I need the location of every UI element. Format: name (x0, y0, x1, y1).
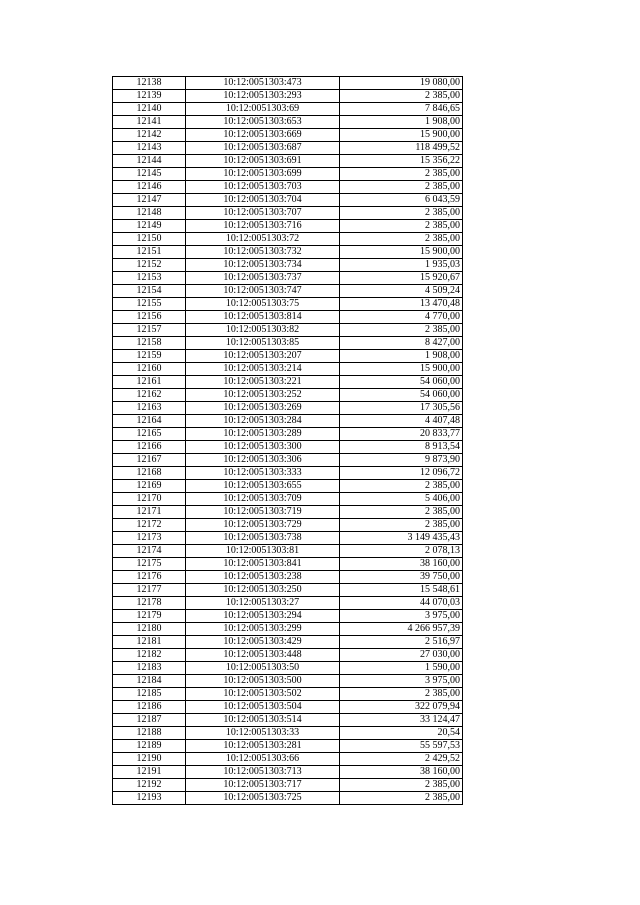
value-cell: 7 846,65 (340, 103, 463, 116)
cadastral-number-cell: 10:12:0051303:299 (186, 623, 340, 636)
row-number-cell: 12151 (113, 246, 186, 259)
table-row (113, 259, 463, 272)
value-cell: 2 385,00 (340, 324, 463, 337)
value-cell: 2 385,00 (340, 90, 463, 103)
table-row (113, 428, 463, 441)
table-row (113, 194, 463, 207)
row-number-cell: 12182 (113, 649, 186, 662)
value-cell: 17 305,56 (340, 402, 463, 415)
table-row (113, 181, 463, 194)
value-cell: 9 873,90 (340, 454, 463, 467)
table-row (113, 675, 463, 688)
value-cell: 5 406,00 (340, 493, 463, 506)
row-number-cell: 12147 (113, 194, 186, 207)
table-row (113, 662, 463, 675)
cadastral-number-cell: 10:12:0051303:704 (186, 194, 340, 207)
cadastral-number-cell: 10:12:0051303:669 (186, 129, 340, 142)
row-number-cell: 12141 (113, 116, 186, 129)
value-cell: 2 385,00 (340, 207, 463, 220)
value-cell: 2 385,00 (340, 779, 463, 792)
cadastral-number-cell: 10:12:0051303:841 (186, 558, 340, 571)
table-row (113, 324, 463, 337)
row-number-cell: 12153 (113, 272, 186, 285)
table-row (113, 363, 463, 376)
row-number-cell: 12183 (113, 662, 186, 675)
value-cell: 8 913,54 (340, 441, 463, 454)
table-row (113, 233, 463, 246)
table-row (113, 558, 463, 571)
value-cell: 2 385,00 (340, 233, 463, 246)
value-cell: 20,54 (340, 727, 463, 740)
cadastral-number-cell: 10:12:0051303:725 (186, 792, 340, 805)
cadastral-number-cell: 10:12:0051303:717 (186, 779, 340, 792)
value-cell: 118 499,52 (340, 142, 463, 155)
value-cell: 44 070,03 (340, 597, 463, 610)
cadastral-number-cell: 10:12:0051303:713 (186, 766, 340, 779)
value-cell: 3 975,00 (340, 675, 463, 688)
table-row (113, 454, 463, 467)
value-cell: 33 124,47 (340, 714, 463, 727)
row-number-cell: 12191 (113, 766, 186, 779)
cadastral-number-cell: 10:12:0051303:729 (186, 519, 340, 532)
cadastral-number-cell: 10:12:0051303:207 (186, 350, 340, 363)
cadastral-number-cell: 10:12:0051303:732 (186, 246, 340, 259)
value-cell: 38 160,00 (340, 766, 463, 779)
row-number-cell: 12185 (113, 688, 186, 701)
cadastral-number-cell: 10:12:0051303:691 (186, 155, 340, 168)
row-number-cell: 12170 (113, 493, 186, 506)
cadastral-number-cell: 10:12:0051303:238 (186, 571, 340, 584)
cadastral-number-cell: 10:12:0051303:50 (186, 662, 340, 675)
cadastral-number-cell: 10:12:0051303:429 (186, 636, 340, 649)
table-row (113, 298, 463, 311)
value-cell: 39 750,00 (340, 571, 463, 584)
table-row (113, 155, 463, 168)
table-row (113, 571, 463, 584)
cadastral-number-cell: 10:12:0051303:738 (186, 532, 340, 545)
cadastral-number-cell: 10:12:0051303:81 (186, 545, 340, 558)
cadastral-number-cell: 10:12:0051303:514 (186, 714, 340, 727)
value-cell: 54 060,00 (340, 389, 463, 402)
value-cell: 1 908,00 (340, 350, 463, 363)
row-number-cell: 12174 (113, 545, 186, 558)
row-number-cell: 12177 (113, 584, 186, 597)
cadastral-number-cell: 10:12:0051303:33 (186, 727, 340, 740)
value-cell: 1 590,00 (340, 662, 463, 675)
cadastral-number-cell: 10:12:0051303:252 (186, 389, 340, 402)
cadastral-number-cell: 10:12:0051303:66 (186, 753, 340, 766)
value-cell: 4 770,00 (340, 311, 463, 324)
row-number-cell: 12150 (113, 233, 186, 246)
cadastral-number-cell: 10:12:0051303:504 (186, 701, 340, 714)
row-number-cell: 12169 (113, 480, 186, 493)
row-number-cell: 12180 (113, 623, 186, 636)
cadastral-number-cell: 10:12:0051303:719 (186, 506, 340, 519)
cadastral-number-cell: 10:12:0051303:333 (186, 467, 340, 480)
row-number-cell: 12140 (113, 103, 186, 116)
cadastral-number-cell: 10:12:0051303:703 (186, 181, 340, 194)
table-row (113, 636, 463, 649)
row-number-cell: 12162 (113, 389, 186, 402)
value-cell: 12 096,72 (340, 467, 463, 480)
row-number-cell: 12181 (113, 636, 186, 649)
value-cell: 2 385,00 (340, 688, 463, 701)
table-row (113, 220, 463, 233)
table-row (113, 402, 463, 415)
cadastral-number-cell: 10:12:0051303:72 (186, 233, 340, 246)
table-row (113, 714, 463, 727)
value-cell: 15 900,00 (340, 129, 463, 142)
value-cell: 15 356,22 (340, 155, 463, 168)
row-number-cell: 12190 (113, 753, 186, 766)
table-row (113, 376, 463, 389)
row-number-cell: 12154 (113, 285, 186, 298)
cadastral-number-cell: 10:12:0051303:221 (186, 376, 340, 389)
value-cell: 55 597,53 (340, 740, 463, 753)
cadastral-number-cell: 10:12:0051303:284 (186, 415, 340, 428)
row-number-cell: 12142 (113, 129, 186, 142)
cadastral-value-table (112, 76, 463, 805)
table-row (113, 532, 463, 545)
value-cell: 322 079,94 (340, 701, 463, 714)
row-number-cell: 12144 (113, 155, 186, 168)
row-number-cell: 12159 (113, 350, 186, 363)
table-row (113, 584, 463, 597)
value-cell: 3 975,00 (340, 610, 463, 623)
table-row (113, 792, 463, 805)
cadastral-number-cell: 10:12:0051303:293 (186, 90, 340, 103)
table-row (113, 701, 463, 714)
row-number-cell: 12143 (113, 142, 186, 155)
row-number-cell: 12166 (113, 441, 186, 454)
value-cell: 2 385,00 (340, 168, 463, 181)
table-row (113, 142, 463, 155)
cadastral-number-cell: 10:12:0051303:653 (186, 116, 340, 129)
table-row (113, 623, 463, 636)
value-cell: 6 043,59 (340, 194, 463, 207)
row-number-cell: 12172 (113, 519, 186, 532)
row-number-cell: 12192 (113, 779, 186, 792)
row-number-cell: 12155 (113, 298, 186, 311)
table-row (113, 740, 463, 753)
cadastral-number-cell: 10:12:0051303:85 (186, 337, 340, 350)
value-cell: 2 385,00 (340, 519, 463, 532)
row-number-cell: 12145 (113, 168, 186, 181)
table-row (113, 272, 463, 285)
row-number-cell: 12176 (113, 571, 186, 584)
row-number-cell: 12152 (113, 259, 186, 272)
value-cell: 8 427,00 (340, 337, 463, 350)
value-cell: 2 385,00 (340, 181, 463, 194)
cadastral-number-cell: 10:12:0051303:214 (186, 363, 340, 376)
cadastral-number-cell: 10:12:0051303:294 (186, 610, 340, 623)
cadastral-number-cell: 10:12:0051303:687 (186, 142, 340, 155)
cadastral-number-cell: 10:12:0051303:27 (186, 597, 340, 610)
cadastral-number-cell: 10:12:0051303:814 (186, 311, 340, 324)
row-number-cell: 12165 (113, 428, 186, 441)
value-cell: 2 385,00 (340, 506, 463, 519)
table-row (113, 545, 463, 558)
row-number-cell: 12175 (113, 558, 186, 571)
row-number-cell: 12193 (113, 792, 186, 805)
table-row (113, 441, 463, 454)
table-row (113, 467, 463, 480)
value-cell: 4 407,48 (340, 415, 463, 428)
table-row (113, 727, 463, 740)
table-row (113, 90, 463, 103)
row-number-cell: 12163 (113, 402, 186, 415)
table-row (113, 285, 463, 298)
row-number-cell: 12188 (113, 727, 186, 740)
table-row (113, 311, 463, 324)
row-number-cell: 12167 (113, 454, 186, 467)
table-row (113, 519, 463, 532)
table-row (113, 649, 463, 662)
table-row (113, 77, 463, 90)
table-body (113, 77, 463, 805)
table-row (113, 168, 463, 181)
table-row (113, 415, 463, 428)
cadastral-number-cell: 10:12:0051303:448 (186, 649, 340, 662)
row-number-cell: 12158 (113, 337, 186, 350)
table-row (113, 116, 463, 129)
row-number-cell: 12173 (113, 532, 186, 545)
value-cell: 2 385,00 (340, 792, 463, 805)
table-row (113, 207, 463, 220)
row-number-cell: 12156 (113, 311, 186, 324)
value-cell: 1 908,00 (340, 116, 463, 129)
table-row (113, 779, 463, 792)
cadastral-number-cell: 10:12:0051303:699 (186, 168, 340, 181)
value-cell: 2 078,13 (340, 545, 463, 558)
cadastral-number-cell: 10:12:0051303:716 (186, 220, 340, 233)
cadastral-number-cell: 10:12:0051303:300 (186, 441, 340, 454)
row-number-cell: 12186 (113, 701, 186, 714)
cadastral-number-cell: 10:12:0051303:75 (186, 298, 340, 311)
cadastral-number-cell: 10:12:0051303:734 (186, 259, 340, 272)
table-row (113, 597, 463, 610)
value-cell: 15 548,61 (340, 584, 463, 597)
row-number-cell: 12138 (113, 77, 186, 90)
row-number-cell: 12178 (113, 597, 186, 610)
table-row (113, 350, 463, 363)
table-row (113, 753, 463, 766)
cadastral-number-cell: 10:12:0051303:82 (186, 324, 340, 337)
value-cell: 54 060,00 (340, 376, 463, 389)
row-number-cell: 12189 (113, 740, 186, 753)
cadastral-number-cell: 10:12:0051303:69 (186, 103, 340, 116)
table-row (113, 688, 463, 701)
value-cell: 2 385,00 (340, 220, 463, 233)
cadastral-number-cell: 10:12:0051303:281 (186, 740, 340, 753)
cadastral-number-cell: 10:12:0051303:500 (186, 675, 340, 688)
table-row (113, 389, 463, 402)
row-number-cell: 12184 (113, 675, 186, 688)
value-cell: 20 833,77 (340, 428, 463, 441)
table-row (113, 493, 463, 506)
row-number-cell: 12139 (113, 90, 186, 103)
row-number-cell: 12187 (113, 714, 186, 727)
value-cell: 15 900,00 (340, 363, 463, 376)
cadastral-number-cell: 10:12:0051303:473 (186, 77, 340, 90)
value-cell: 4 266 957,39 (340, 623, 463, 636)
value-cell: 2 516,97 (340, 636, 463, 649)
value-cell: 13 470,48 (340, 298, 463, 311)
cadastral-number-cell: 10:12:0051303:502 (186, 688, 340, 701)
cadastral-number-cell: 10:12:0051303:250 (186, 584, 340, 597)
cadastral-number-cell: 10:12:0051303:709 (186, 493, 340, 506)
cadastral-number-cell: 10:12:0051303:269 (186, 402, 340, 415)
cadastral-number-cell: 10:12:0051303:747 (186, 285, 340, 298)
table-row (113, 129, 463, 142)
table-row (113, 480, 463, 493)
cadastral-number-cell: 10:12:0051303:655 (186, 480, 340, 493)
row-number-cell: 12146 (113, 181, 186, 194)
table-row (113, 246, 463, 259)
cadastral-number-cell: 10:12:0051303:289 (186, 428, 340, 441)
row-number-cell: 12148 (113, 207, 186, 220)
value-cell: 3 149 435,43 (340, 532, 463, 545)
row-number-cell: 12179 (113, 610, 186, 623)
table-row (113, 337, 463, 350)
table-row (113, 610, 463, 623)
table-row (113, 506, 463, 519)
value-cell: 27 030,00 (340, 649, 463, 662)
value-cell: 2 429,52 (340, 753, 463, 766)
row-number-cell: 12160 (113, 363, 186, 376)
row-number-cell: 12168 (113, 467, 186, 480)
table-row (113, 103, 463, 116)
value-cell: 15 900,00 (340, 246, 463, 259)
value-cell: 1 935,03 (340, 259, 463, 272)
value-cell: 4 509,24 (340, 285, 463, 298)
value-cell: 15 920,67 (340, 272, 463, 285)
row-number-cell: 12164 (113, 415, 186, 428)
row-number-cell: 12157 (113, 324, 186, 337)
value-cell: 38 160,00 (340, 558, 463, 571)
row-number-cell: 12171 (113, 506, 186, 519)
value-cell: 19 080,00 (340, 77, 463, 90)
cadastral-number-cell: 10:12:0051303:707 (186, 207, 340, 220)
row-number-cell: 12149 (113, 220, 186, 233)
cadastral-number-cell: 10:12:0051303:306 (186, 454, 340, 467)
row-number-cell: 12161 (113, 376, 186, 389)
value-cell: 2 385,00 (340, 480, 463, 493)
cadastral-number-cell: 10:12:0051303:737 (186, 272, 340, 285)
table-row (113, 766, 463, 779)
